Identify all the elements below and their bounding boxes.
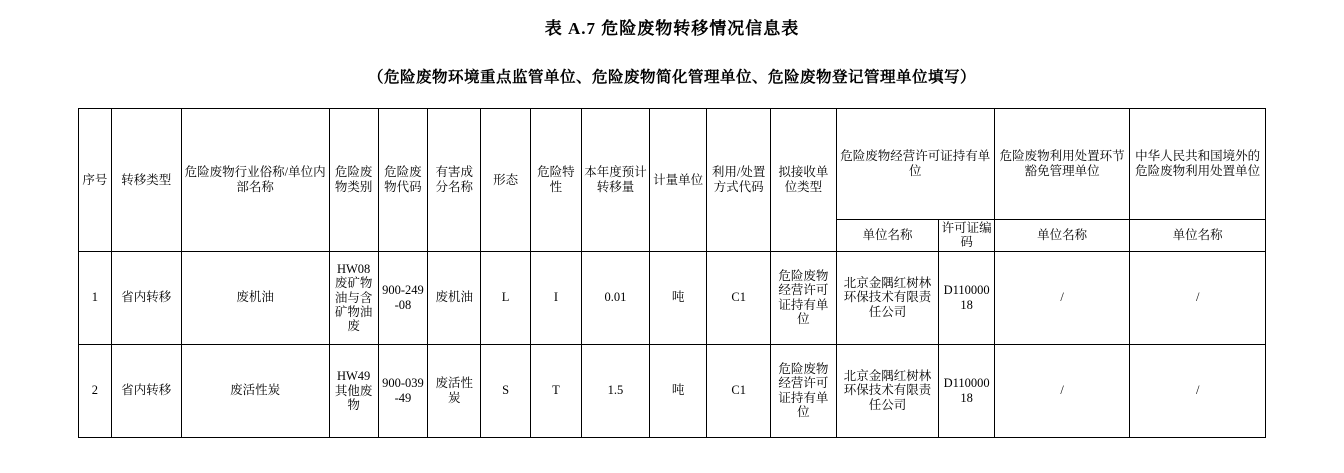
document-page <box>0 14 1344 473</box>
header-planned-amount: 本年度预计转移量 <box>582 109 650 252</box>
cell-harmful-component: 废活性炭 <box>428 344 481 437</box>
cell-license-unit-name: 北京金隅红树林环保技术有限责任公司 <box>836 344 939 437</box>
hazardous-waste-transfer-table <box>78 108 1266 438</box>
cell-waste-category-text: HW49其他废物 <box>334 369 373 412</box>
page-title: 表 A.7 危险废物转移情况信息表 <box>544 19 800 38</box>
cell-waste-category-text: HW08废矿物油与含矿物油废 <box>334 261 373 334</box>
table-body <box>79 251 1266 437</box>
cell-unit: 吨 <box>649 344 707 437</box>
header-license-number-text: 许可证编码 <box>941 221 992 250</box>
cell-harmful-component: 废机油 <box>428 251 481 344</box>
cell-exempt-unit-name: / <box>994 344 1130 437</box>
header-overseas-unit-name: 单位名称 <box>1130 220 1266 252</box>
table-container <box>78 108 1266 438</box>
header-form: 形态 <box>481 109 530 252</box>
header-row-main <box>79 109 1266 220</box>
header-exempt-unit-name: 单位名称 <box>994 220 1130 252</box>
header-overseas-group: 中华人民共和国境外的危险废物利用处置单位 <box>1130 109 1266 220</box>
header-waste-category: 危险废物类别 <box>329 109 378 252</box>
header-waste-code: 危险废物代码 <box>378 109 427 252</box>
header-license-number <box>939 220 994 252</box>
cell-license-unit-name: 北京金隅红树林环保技术有限责任公司 <box>836 251 939 344</box>
cell-transfer-type: 省内转移 <box>111 344 181 437</box>
header-harmful-component: 有害成分名称 <box>428 109 481 252</box>
header-exempt-group: 危险废物利用处置环节豁免管理单位 <box>994 109 1130 220</box>
cell-waste-code: 900-039-49 <box>378 344 427 437</box>
table-row <box>79 251 1266 344</box>
header-hazard-property: 危险特性 <box>530 109 581 252</box>
cell-receiver-type-text: 危险废物经营许可证持有单位 <box>778 269 829 327</box>
cell-receiver-type <box>771 251 837 344</box>
cell-waste-category <box>329 251 378 344</box>
cell-utilize-code: C1 <box>707 344 771 437</box>
cell-industry-name: 废活性炭 <box>181 344 329 437</box>
header-license-unit-name: 单位名称 <box>836 220 939 252</box>
page-subtitle: （危险废物环境重点监管单位、危险废物简化管理单位、危险废物登记管理单位填写） <box>367 69 976 86</box>
cell-receiver-type <box>771 344 837 437</box>
header-transfer-type: 转移类型 <box>111 109 181 252</box>
header-industry-name: 危险废物行业俗称/单位内部名称 <box>181 109 329 252</box>
cell-waste-category <box>329 344 378 437</box>
cell-hazard-property: I <box>530 251 581 344</box>
header-license-group: 危险废物经营许可证持有单位 <box>836 109 994 220</box>
header-unit: 计量单位 <box>649 109 707 252</box>
cell-planned-amount: 1.5 <box>582 344 650 437</box>
cell-hazard-property: T <box>530 344 581 437</box>
cell-planned-amount: 0.01 <box>582 251 650 344</box>
cell-seq: 2 <box>79 344 112 437</box>
cell-waste-code: 900-249-08 <box>378 251 427 344</box>
cell-industry-name: 废机油 <box>181 251 329 344</box>
cell-form: S <box>481 344 530 437</box>
table-row <box>79 344 1266 437</box>
cell-unit: 吨 <box>649 251 707 344</box>
cell-utilize-code: C1 <box>707 251 771 344</box>
cell-receiver-type-text: 危险废物经营许可证持有单位 <box>778 362 829 420</box>
header-seq: 序号 <box>79 109 112 252</box>
cell-license-number: D11000018 <box>939 344 994 437</box>
cell-overseas-unit-name: / <box>1130 344 1266 437</box>
cell-license-number: D11000018 <box>939 251 994 344</box>
cell-exempt-unit-name: / <box>994 251 1130 344</box>
header-utilize-code: 利用/处置方式代码 <box>707 109 771 252</box>
cell-transfer-type: 省内转移 <box>111 251 181 344</box>
cell-seq: 1 <box>79 251 112 344</box>
table-header <box>79 109 1266 252</box>
header-receiver-type: 拟接收单位类型 <box>771 109 837 252</box>
cell-form: L <box>481 251 530 344</box>
cell-overseas-unit-name: / <box>1130 251 1266 344</box>
